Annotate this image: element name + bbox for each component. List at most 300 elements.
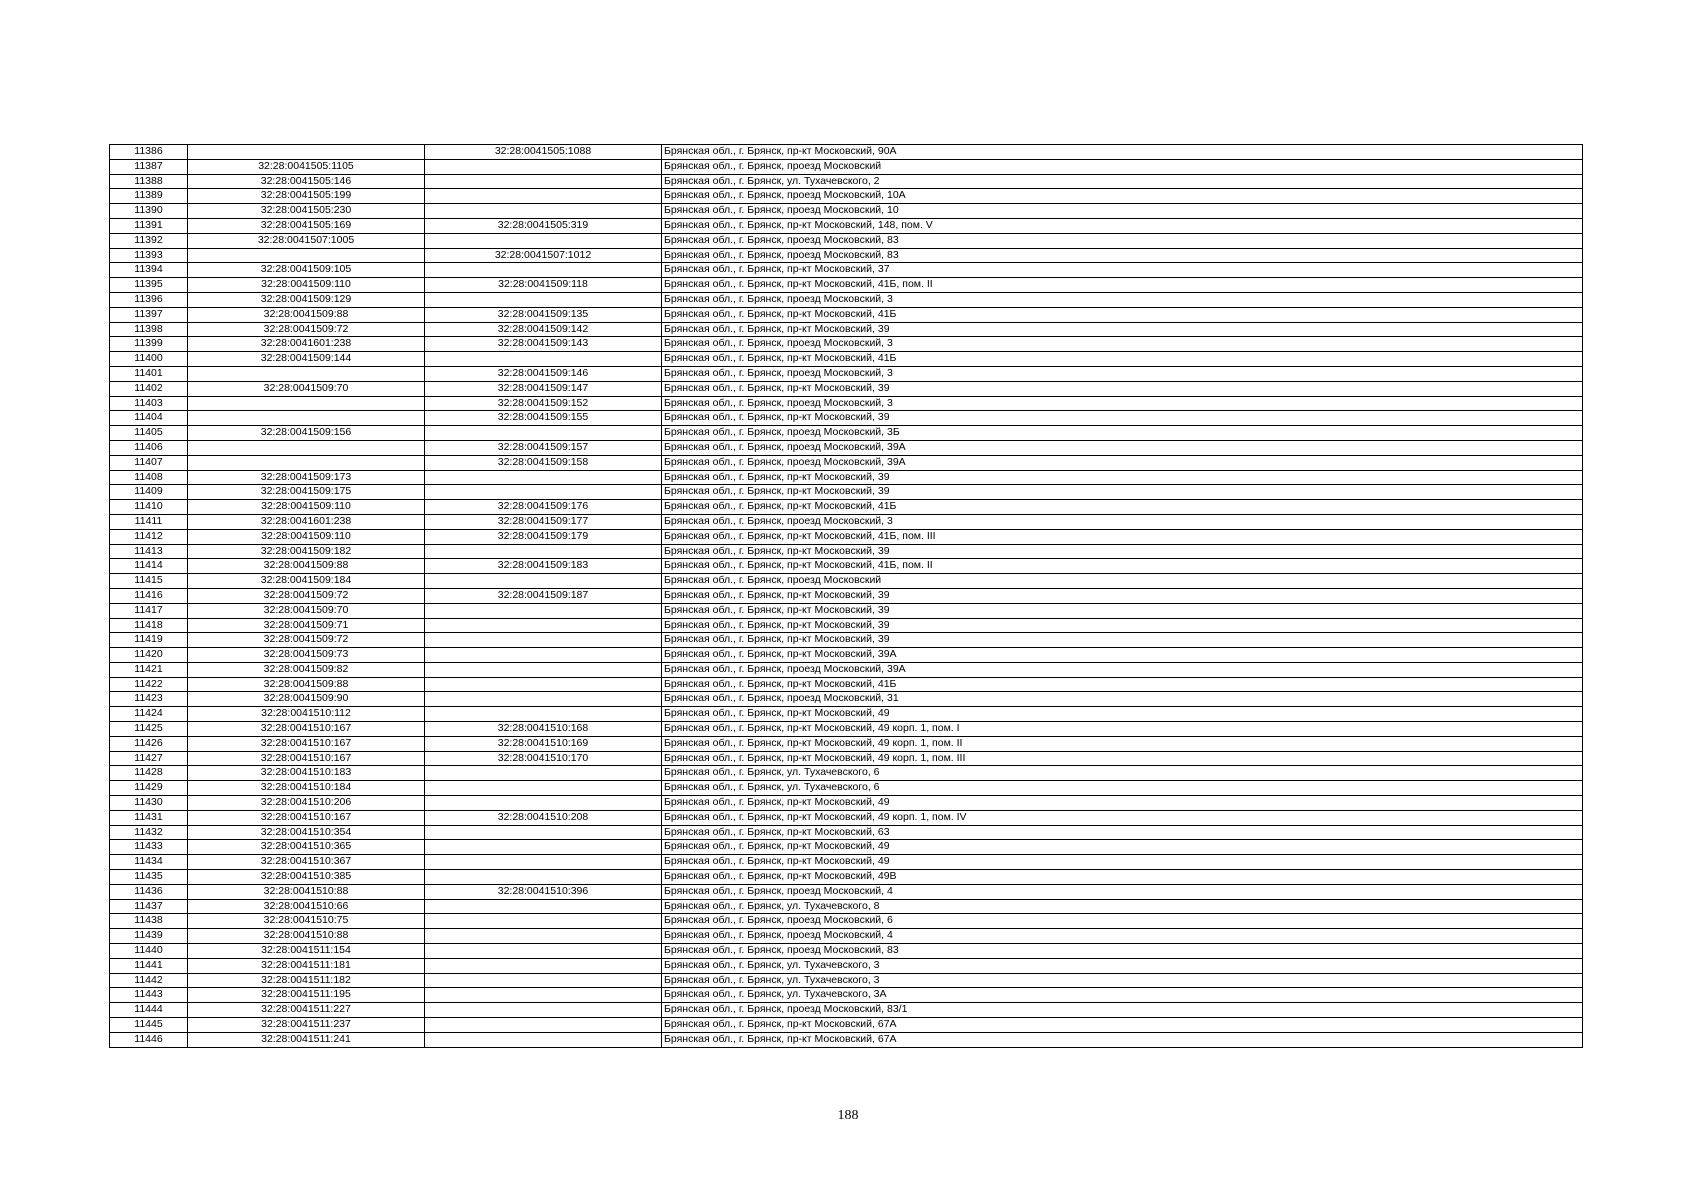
cadastral-number-cell: 32:28:0041509:70 [188, 603, 425, 618]
related-number-cell: 32:28:0041510:169 [425, 736, 662, 751]
table-row [110, 559, 1583, 574]
cadastral-number-cell: 32:28:0041509:90 [188, 692, 425, 707]
address-cell: Брянская обл., г. Брянск, пр-кт Московский, 41Б [662, 500, 1583, 515]
table-row [110, 1003, 1583, 1018]
related-number-cell [425, 766, 662, 781]
cadastral-number-cell: 32:28:0041509:144 [188, 352, 425, 367]
table-row [110, 603, 1583, 618]
row-number-cell: 11417 [110, 603, 188, 618]
address-cell: Брянская обл., г. Брянск, пр-кт Московский, 41Б, пом. II [662, 278, 1583, 293]
table-row [110, 796, 1583, 811]
address-cell: Брянская обл., г. Брянск, проезд Московский, 83/1 [662, 1003, 1583, 1018]
related-number-cell [425, 1018, 662, 1033]
address-cell: Брянская обл., г. Брянск, проезд Московский, 31 [662, 692, 1583, 707]
address-cell: Брянская обл., г. Брянск, проезд Московский, 83 [662, 944, 1583, 959]
table-row [110, 352, 1583, 367]
row-number-cell: 11427 [110, 751, 188, 766]
address-cell: Брянская обл., г. Брянск, пр-кт Московский, 37 [662, 263, 1583, 278]
related-number-cell [425, 574, 662, 589]
related-number-cell: 32:28:0041509:142 [425, 322, 662, 337]
related-number-cell: 32:28:0041510:396 [425, 884, 662, 899]
cadastral-number-cell: 32:28:0041510:167 [188, 736, 425, 751]
row-number-cell: 11391 [110, 218, 188, 233]
row-number-cell: 11396 [110, 292, 188, 307]
registry-table-body [110, 145, 1583, 1048]
related-number-cell [425, 973, 662, 988]
related-number-cell: 32:28:0041509:152 [425, 396, 662, 411]
cadastral-number-cell: 32:28:0041509:72 [188, 633, 425, 648]
table-row [110, 781, 1583, 796]
table-row [110, 529, 1583, 544]
address-cell: Брянская обл., г. Брянск, проезд Московский, 3 [662, 366, 1583, 381]
cadastral-number-cell: 32:28:0041510:88 [188, 884, 425, 899]
cadastral-number-cell: 32:28:0041509:72 [188, 322, 425, 337]
related-number-cell: 32:28:0041509:155 [425, 411, 662, 426]
row-number-cell: 11446 [110, 1032, 188, 1047]
related-number-cell [425, 855, 662, 870]
row-number-cell: 11415 [110, 574, 188, 589]
cadastral-number-cell: 32:28:0041511:227 [188, 1003, 425, 1018]
related-number-cell [425, 603, 662, 618]
table-row [110, 810, 1583, 825]
cadastral-number-cell: 32:28:0041509:88 [188, 677, 425, 692]
address-cell: Брянская обл., г. Брянск, проезд Московский, 3Б [662, 426, 1583, 441]
row-number-cell: 11406 [110, 440, 188, 455]
table-row [110, 633, 1583, 648]
row-number-cell: 11403 [110, 396, 188, 411]
address-cell: Брянская обл., г. Брянск, проезд Московский [662, 159, 1583, 174]
row-number-cell: 11442 [110, 973, 188, 988]
related-number-cell [425, 796, 662, 811]
address-cell: Брянская обл., г. Брянск, пр-кт Московский, 90А [662, 145, 1583, 160]
address-cell: Брянская обл., г. Брянск, пр-кт Московский, 39 [662, 381, 1583, 396]
address-cell: Брянская обл., г. Брянск, пр-кт Московский, 39 [662, 618, 1583, 633]
address-cell: Брянская обл., г. Брянск, пр-кт Московский, 39 [662, 470, 1583, 485]
table-row [110, 973, 1583, 988]
address-cell: Брянская обл., г. Брянск, пр-кт Московский, 39 [662, 411, 1583, 426]
cadastral-number-cell [188, 366, 425, 381]
cadastral-number-cell [188, 396, 425, 411]
cadastral-number-cell: 32:28:0041507:1005 [188, 233, 425, 248]
address-cell: Брянская обл., г. Брянск, пр-кт Московский, 67А [662, 1018, 1583, 1033]
row-number-cell: 11386 [110, 145, 188, 160]
table-row [110, 648, 1583, 663]
related-number-cell: 32:28:0041509:179 [425, 529, 662, 544]
table-row [110, 470, 1583, 485]
row-number-cell: 11423 [110, 692, 188, 707]
address-cell: Брянская обл., г. Брянск, проезд Московский [662, 574, 1583, 589]
address-cell: Брянская обл., г. Брянск, проезд Московский, 10А [662, 189, 1583, 204]
address-cell: Брянская обл., г. Брянск, проезд Московский, 39А [662, 440, 1583, 455]
row-number-cell: 11388 [110, 174, 188, 189]
table-row [110, 500, 1583, 515]
related-number-cell [425, 159, 662, 174]
row-number-cell: 11431 [110, 810, 188, 825]
related-number-cell [425, 870, 662, 885]
related-number-cell [425, 233, 662, 248]
address-cell: Брянская обл., г. Брянск, пр-кт Московский, 49 корп. 1, пом. I [662, 722, 1583, 737]
row-number-cell: 11401 [110, 366, 188, 381]
address-cell: Брянская обл., г. Брянск, проезд Московский, 83 [662, 233, 1583, 248]
row-number-cell: 11397 [110, 307, 188, 322]
table-row [110, 218, 1583, 233]
table-row [110, 1032, 1583, 1047]
address-cell: Брянская обл., г. Брянск, проезд Московский, 3 [662, 396, 1583, 411]
row-number-cell: 11435 [110, 870, 188, 885]
cadastral-number-cell: 32:28:0041509:173 [188, 470, 425, 485]
address-cell: Брянская обл., г. Брянск, ул. Тухачевского, 6 [662, 766, 1583, 781]
row-number-cell: 11413 [110, 544, 188, 559]
cadastral-number-cell: 32:28:0041511:182 [188, 973, 425, 988]
table-row [110, 1018, 1583, 1033]
row-number-cell: 11402 [110, 381, 188, 396]
table-row [110, 944, 1583, 959]
cadastral-number-cell: 32:28:0041509:70 [188, 381, 425, 396]
table-row [110, 736, 1583, 751]
table-row [110, 381, 1583, 396]
address-cell: Брянская обл., г. Брянск, пр-кт Московский, 41Б, пом. III [662, 529, 1583, 544]
related-number-cell [425, 544, 662, 559]
cadastral-number-cell: 32:28:0041510:66 [188, 899, 425, 914]
related-number-cell [425, 825, 662, 840]
address-cell: Брянская обл., г. Брянск, пр-кт Московский, 41Б [662, 307, 1583, 322]
cadastral-number-cell [188, 145, 425, 160]
row-number-cell: 11392 [110, 233, 188, 248]
row-number-cell: 11407 [110, 455, 188, 470]
address-cell: Брянская обл., г. Брянск, ул. Тухачевского, 8 [662, 899, 1583, 914]
table-row [110, 189, 1583, 204]
address-cell: Брянская обл., г. Брянск, пр-кт Московский, 49 [662, 840, 1583, 855]
related-number-cell [425, 470, 662, 485]
registry-table [109, 144, 1583, 1048]
related-number-cell [425, 204, 662, 219]
cadastral-number-cell: 32:28:0041509:88 [188, 559, 425, 574]
cadastral-number-cell: 32:28:0041509:82 [188, 662, 425, 677]
related-number-cell: 32:28:0041510:208 [425, 810, 662, 825]
row-number-cell: 11389 [110, 189, 188, 204]
row-number-cell: 11425 [110, 722, 188, 737]
table-row [110, 396, 1583, 411]
address-cell: Брянская обл., г. Брянск, пр-кт Московский, 39 [662, 588, 1583, 603]
table-row [110, 485, 1583, 500]
row-number-cell: 11418 [110, 618, 188, 633]
table-row [110, 722, 1583, 737]
cadastral-number-cell: 32:28:0041601:238 [188, 514, 425, 529]
related-number-cell [425, 840, 662, 855]
row-number-cell: 11405 [110, 426, 188, 441]
related-number-cell [425, 263, 662, 278]
table-row [110, 292, 1583, 307]
related-number-cell [425, 485, 662, 500]
related-number-cell: 32:28:0041509:146 [425, 366, 662, 381]
row-number-cell: 11420 [110, 648, 188, 663]
related-number-cell: 32:28:0041509:187 [425, 588, 662, 603]
cadastral-number-cell: 32:28:0041510:354 [188, 825, 425, 840]
table-row [110, 588, 1583, 603]
address-cell: Брянская обл., г. Брянск, пр-кт Московский, 41Б [662, 677, 1583, 692]
related-number-cell [425, 958, 662, 973]
related-number-cell: 32:28:0041505:319 [425, 218, 662, 233]
table-row [110, 662, 1583, 677]
address-cell: Брянская обл., г. Брянск, пр-кт Московский, 39 [662, 544, 1583, 559]
address-cell: Брянская обл., г. Брянск, пр-кт Московский, 39 [662, 485, 1583, 500]
cadastral-number-cell: 32:28:0041510:167 [188, 751, 425, 766]
row-number-cell: 11408 [110, 470, 188, 485]
table-row [110, 322, 1583, 337]
cadastral-number-cell: 32:28:0041505:199 [188, 189, 425, 204]
table-row [110, 233, 1583, 248]
address-cell: Брянская обл., г. Брянск, проезд Московский, 4 [662, 884, 1583, 899]
address-cell: Брянская обл., г. Брянск, пр-кт Московский, 39 [662, 322, 1583, 337]
cadastral-number-cell [188, 440, 425, 455]
table-row [110, 145, 1583, 160]
related-number-cell: 32:28:0041510:168 [425, 722, 662, 737]
row-number-cell: 11432 [110, 825, 188, 840]
row-number-cell: 11414 [110, 559, 188, 574]
table-row [110, 159, 1583, 174]
row-number-cell: 11440 [110, 944, 188, 959]
related-number-cell [425, 988, 662, 1003]
address-cell: Брянская обл., г. Брянск, ул. Тухачевского, 3А [662, 988, 1583, 1003]
row-number-cell: 11424 [110, 707, 188, 722]
cadastral-number-cell: 32:28:0041509:72 [188, 588, 425, 603]
table-row [110, 204, 1583, 219]
cadastral-number-cell: 32:28:0041509:71 [188, 618, 425, 633]
address-cell: Брянская обл., г. Брянск, проезд Московский, 3 [662, 514, 1583, 529]
table-row [110, 958, 1583, 973]
table-row [110, 366, 1583, 381]
related-number-cell [425, 1032, 662, 1047]
row-number-cell: 11445 [110, 1018, 188, 1033]
table-row [110, 929, 1583, 944]
cadastral-number-cell: 32:28:0041510:167 [188, 810, 425, 825]
cadastral-number-cell: 32:28:0041509:110 [188, 278, 425, 293]
related-number-cell [425, 174, 662, 189]
table-row [110, 855, 1583, 870]
table-row [110, 544, 1583, 559]
row-number-cell: 11444 [110, 1003, 188, 1018]
table-row [110, 692, 1583, 707]
cadastral-number-cell: 32:28:0041505:1105 [188, 159, 425, 174]
address-cell: Брянская обл., г. Брянск, ул. Тухачевского, 2 [662, 174, 1583, 189]
cadastral-number-cell: 32:28:0041601:238 [188, 337, 425, 352]
cadastral-number-cell: 32:28:0041505:169 [188, 218, 425, 233]
row-number-cell: 11441 [110, 958, 188, 973]
table-row [110, 455, 1583, 470]
related-number-cell [425, 648, 662, 663]
cadastral-number-cell: 32:28:0041510:206 [188, 796, 425, 811]
cadastral-number-cell: 32:28:0041510:385 [188, 870, 425, 885]
cadastral-number-cell: 32:28:0041509:110 [188, 500, 425, 515]
table-row [110, 825, 1583, 840]
related-number-cell [425, 914, 662, 929]
related-number-cell: 32:28:0041509:143 [425, 337, 662, 352]
related-number-cell [425, 352, 662, 367]
related-number-cell: 32:28:0041509:158 [425, 455, 662, 470]
row-number-cell: 11426 [110, 736, 188, 751]
related-number-cell: 32:28:0041509:135 [425, 307, 662, 322]
related-number-cell [425, 899, 662, 914]
related-number-cell: 32:28:0041510:170 [425, 751, 662, 766]
row-number-cell: 11438 [110, 914, 188, 929]
address-cell: Брянская обл., г. Брянск, ул. Тухачевского, 6 [662, 781, 1583, 796]
row-number-cell: 11429 [110, 781, 188, 796]
table-row [110, 870, 1583, 885]
table-row [110, 677, 1583, 692]
address-cell: Брянская обл., г. Брянск, пр-кт Московский, 148, пом. V [662, 218, 1583, 233]
related-number-cell [425, 707, 662, 722]
cadastral-number-cell: 32:28:0041509:88 [188, 307, 425, 322]
row-number-cell: 11411 [110, 514, 188, 529]
related-number-cell: 32:28:0041509:177 [425, 514, 662, 529]
row-number-cell: 11410 [110, 500, 188, 515]
address-cell: Брянская обл., г. Брянск, пр-кт Московский, 49 [662, 707, 1583, 722]
related-number-cell: 32:28:0041507:1012 [425, 248, 662, 263]
cadastral-number-cell: 32:28:0041509:105 [188, 263, 425, 278]
table-row [110, 307, 1583, 322]
table-row [110, 751, 1583, 766]
row-number-cell: 11437 [110, 899, 188, 914]
row-number-cell: 11430 [110, 796, 188, 811]
cadastral-number-cell: 32:28:0041509:110 [188, 529, 425, 544]
row-number-cell: 11434 [110, 855, 188, 870]
related-number-cell: 32:28:0041509:157 [425, 440, 662, 455]
row-number-cell: 11393 [110, 248, 188, 263]
cadastral-number-cell: 32:28:0041510:183 [188, 766, 425, 781]
cadastral-number-cell: 32:28:0041510:367 [188, 855, 425, 870]
related-number-cell: 32:28:0041509:183 [425, 559, 662, 574]
related-number-cell [425, 618, 662, 633]
related-number-cell: 32:28:0041509:176 [425, 500, 662, 515]
address-cell: Брянская обл., г. Брянск, ул. Тухачевского, 3 [662, 958, 1583, 973]
related-number-cell [425, 781, 662, 796]
table-row [110, 884, 1583, 899]
related-number-cell [425, 662, 662, 677]
row-number-cell: 11412 [110, 529, 188, 544]
row-number-cell: 11398 [110, 322, 188, 337]
cadastral-number-cell [188, 411, 425, 426]
address-cell: Брянская обл., г. Брянск, пр-кт Московский, 49 корп. 1, пом. III [662, 751, 1583, 766]
cadastral-number-cell: 32:28:0041510:167 [188, 722, 425, 737]
table-row [110, 426, 1583, 441]
address-cell: Брянская обл., г. Брянск, проезд Московский, 10 [662, 204, 1583, 219]
address-cell: Брянская обл., г. Брянск, проезд Московский, 4 [662, 929, 1583, 944]
cadastral-number-cell: 32:28:0041509:73 [188, 648, 425, 663]
table-row [110, 174, 1583, 189]
related-number-cell: 32:28:0041505:1088 [425, 145, 662, 160]
row-number-cell: 11421 [110, 662, 188, 677]
address-cell: Брянская обл., г. Брянск, проезд Московский, 3 [662, 337, 1583, 352]
cadastral-number-cell: 32:28:0041510:365 [188, 840, 425, 855]
row-number-cell: 11387 [110, 159, 188, 174]
cadastral-number-cell: 32:28:0041509:182 [188, 544, 425, 559]
row-number-cell: 11443 [110, 988, 188, 1003]
address-cell: Брянская обл., г. Брянск, пр-кт Московский, 67А [662, 1032, 1583, 1047]
row-number-cell: 11404 [110, 411, 188, 426]
cadastral-number-cell [188, 455, 425, 470]
table-row [110, 278, 1583, 293]
address-cell: Брянская обл., г. Брянск, пр-кт Московский, 49 [662, 796, 1583, 811]
related-number-cell [425, 944, 662, 959]
address-cell: Брянская обл., г. Брянск, проезд Московский, 83 [662, 248, 1583, 263]
table-row [110, 411, 1583, 426]
cadastral-number-cell: 32:28:0041505:146 [188, 174, 425, 189]
related-number-cell [425, 633, 662, 648]
table-row [110, 248, 1583, 263]
table-row [110, 988, 1583, 1003]
table-row [110, 337, 1583, 352]
address-cell: Брянская обл., г. Брянск, пр-кт Московский, 49 корп. 1, пом. II [662, 736, 1583, 751]
row-number-cell: 11394 [110, 263, 188, 278]
cadastral-number-cell: 32:28:0041511:237 [188, 1018, 425, 1033]
cadastral-number-cell: 32:28:0041510:75 [188, 914, 425, 929]
cadastral-number-cell: 32:28:0041511:241 [188, 1032, 425, 1047]
row-number-cell: 11419 [110, 633, 188, 648]
row-number-cell: 11439 [110, 929, 188, 944]
row-number-cell: 11433 [110, 840, 188, 855]
address-cell: Брянская обл., г. Брянск, пр-кт Московский, 49 [662, 855, 1583, 870]
related-number-cell: 32:28:0041509:118 [425, 278, 662, 293]
table-row [110, 618, 1583, 633]
cadastral-number-cell: 32:28:0041511:195 [188, 988, 425, 1003]
table-row [110, 440, 1583, 455]
table-row [110, 840, 1583, 855]
table-row [110, 263, 1583, 278]
row-number-cell: 11416 [110, 588, 188, 603]
related-number-cell [425, 189, 662, 204]
address-cell: Брянская обл., г. Брянск, проезд Московский, 39А [662, 455, 1583, 470]
cadastral-number-cell: 32:28:0041511:181 [188, 958, 425, 973]
row-number-cell: 11395 [110, 278, 188, 293]
cadastral-number-cell: 32:28:0041509:175 [188, 485, 425, 500]
cadastral-number-cell: 32:28:0041509:156 [188, 426, 425, 441]
address-cell: Брянская обл., г. Брянск, пр-кт Московский, 63 [662, 825, 1583, 840]
cadastral-number-cell [188, 248, 425, 263]
row-number-cell: 11422 [110, 677, 188, 692]
cadastral-number-cell: 32:28:0041510:112 [188, 707, 425, 722]
row-number-cell: 11390 [110, 204, 188, 219]
address-cell: Брянская обл., г. Брянск, пр-кт Московский, 49В [662, 870, 1583, 885]
row-number-cell: 11436 [110, 884, 188, 899]
related-number-cell [425, 426, 662, 441]
row-number-cell: 11400 [110, 352, 188, 367]
row-number-cell: 11409 [110, 485, 188, 500]
related-number-cell [425, 677, 662, 692]
row-number-cell: 11428 [110, 766, 188, 781]
table-row [110, 574, 1583, 589]
address-cell: Брянская обл., г. Брянск, пр-кт Московский, 41Б [662, 352, 1583, 367]
related-number-cell [425, 929, 662, 944]
registry-table-container [109, 144, 1583, 1048]
related-number-cell [425, 692, 662, 707]
cadastral-number-cell: 32:28:0041509:129 [188, 292, 425, 307]
address-cell: Брянская обл., г. Брянск, пр-кт Московский, 39 [662, 633, 1583, 648]
table-row [110, 514, 1583, 529]
related-number-cell [425, 292, 662, 307]
address-cell: Брянская обл., г. Брянск, ул. Тухачевского, 3 [662, 973, 1583, 988]
related-number-cell: 32:28:0041509:147 [425, 381, 662, 396]
related-number-cell [425, 1003, 662, 1018]
table-row [110, 766, 1583, 781]
address-cell: Брянская обл., г. Брянск, пр-кт Московский, 41Б, пом. II [662, 559, 1583, 574]
address-cell: Брянская обл., г. Брянск, проезд Московский, 39А [662, 662, 1583, 677]
cadastral-number-cell: 32:28:0041509:184 [188, 574, 425, 589]
table-row [110, 914, 1583, 929]
address-cell: Брянская обл., г. Брянск, пр-кт Московский, 39А [662, 648, 1583, 663]
cadastral-number-cell: 32:28:0041511:154 [188, 944, 425, 959]
address-cell: Брянская обл., г. Брянск, проезд Московский, 6 [662, 914, 1583, 929]
address-cell: Брянская обл., г. Брянск, пр-кт Московский, 49 корп. 1, пом. IV [662, 810, 1583, 825]
